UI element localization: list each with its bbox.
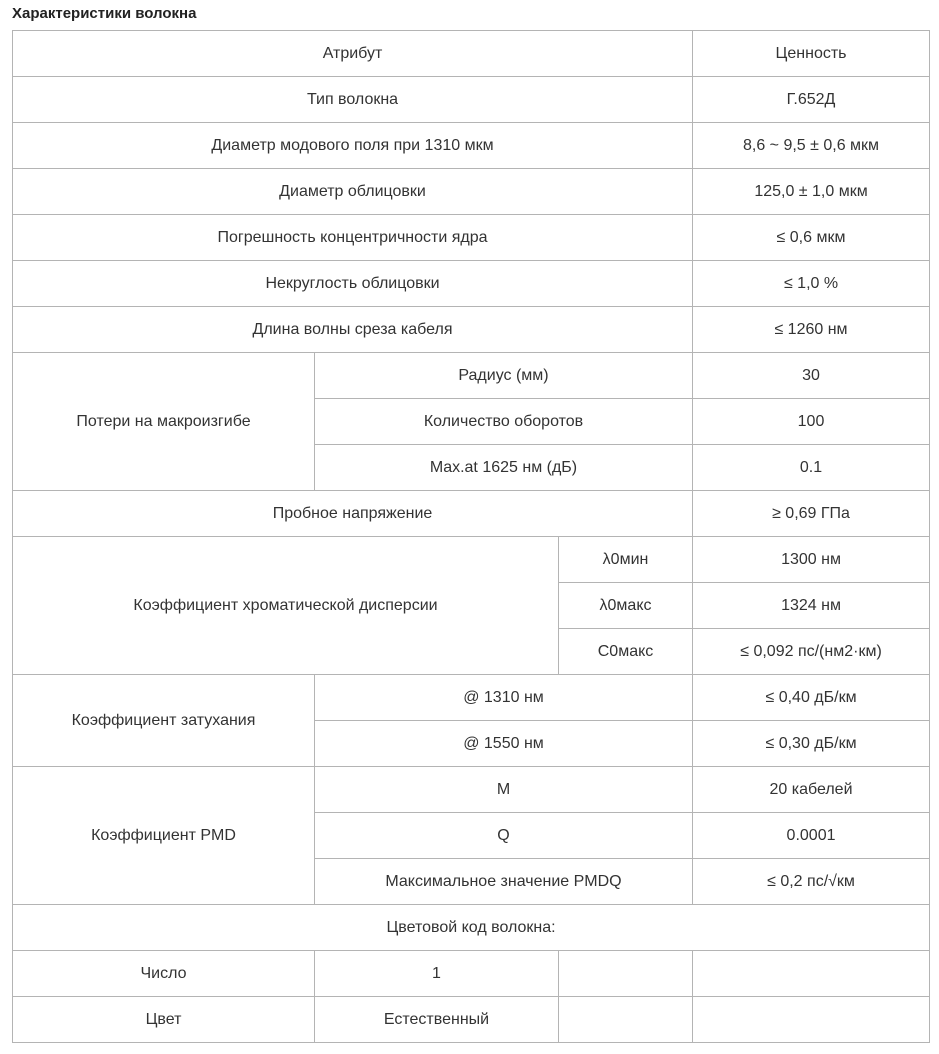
mode-field-label: Диаметр модового поля при 1310 мкм (13, 123, 693, 169)
pmd-label: Коэффициент PMD (13, 767, 315, 905)
table-row (13, 307, 930, 353)
table-row (13, 261, 930, 307)
macrobend-param: Радиус (мм) (315, 353, 693, 399)
cladding-noncircularity-label: Некруглость облицовки (13, 261, 693, 307)
cutoff-wavelength-label: Длина волны среза кабеля (13, 307, 693, 353)
color-number-value: 1 (315, 951, 559, 997)
table-row (13, 537, 930, 583)
table-row (13, 31, 930, 77)
cladding-diameter-label: Диаметр облицовки (13, 169, 693, 215)
macrobend-value: 100 (693, 399, 930, 445)
proof-stress-value: ≥ 0,69 ГПа (693, 491, 930, 537)
macrobend-value: 0.1 (693, 445, 930, 491)
fiber-type-value: Г.652Д (693, 77, 930, 123)
pmd-param: Q (315, 813, 693, 859)
page-title: Характеристики волокна (12, 5, 197, 22)
table-row (13, 77, 930, 123)
table-row (13, 951, 930, 997)
pmd-value: 0.0001 (693, 813, 930, 859)
empty-cell (693, 997, 930, 1043)
macrobend-label: Потери на макроизгибе (13, 353, 315, 491)
attenuation-param: @ 1310 нм (315, 675, 693, 721)
pmd-value: ≤ 0,2 пс/√км (693, 859, 930, 905)
dispersion-value: 1300 нм (693, 537, 930, 583)
dispersion-param: С0макс (559, 629, 693, 675)
macrobend-param: Количество оборотов (315, 399, 693, 445)
header-attribute: Атрибут (13, 31, 693, 77)
dispersion-label: Коэффициент хроматической дисперсии (13, 537, 559, 675)
color-name-value: Естественный (315, 997, 559, 1043)
table-row (13, 767, 930, 813)
empty-cell (559, 951, 693, 997)
pmd-value: 20 кабелей (693, 767, 930, 813)
table-row (13, 675, 930, 721)
color-code-label: Цветовой код волокна: (13, 905, 930, 951)
color-number-label: Число (13, 951, 315, 997)
attenuation-param: @ 1550 нм (315, 721, 693, 767)
pmd-param: М (315, 767, 693, 813)
dispersion-value: 1324 нм (693, 583, 930, 629)
mode-field-value: 8,6 ~ 9,5 ± 0,6 мкм (693, 123, 930, 169)
attenuation-label: Коэффициент затухания (13, 675, 315, 767)
cladding-diameter-value: 125,0 ± 1,0 мкм (693, 169, 930, 215)
dispersion-value: ≤ 0,092 пс/(нм2·км) (693, 629, 930, 675)
proof-stress-label: Пробное напряжение (13, 491, 693, 537)
cladding-noncircularity-value: ≤ 1,0 % (693, 261, 930, 307)
header-value: Ценность (693, 31, 930, 77)
macrobend-value: 30 (693, 353, 930, 399)
table-row (13, 997, 930, 1043)
table-row (13, 215, 930, 261)
fiber-spec-table (12, 30, 930, 1043)
table-row (13, 491, 930, 537)
color-name-label: Цвет (13, 997, 315, 1043)
empty-cell (559, 997, 693, 1043)
attenuation-value: ≤ 0,40 дБ/км (693, 675, 930, 721)
pmd-param: Максимальное значение PMDQ (315, 859, 693, 905)
core-concentricity-label: Погрешность концентричности ядра (13, 215, 693, 261)
cutoff-wavelength-value: ≤ 1260 нм (693, 307, 930, 353)
macrobend-param: Max.at 1625 нм (дБ) (315, 445, 693, 491)
attenuation-value: ≤ 0,30 дБ/км (693, 721, 930, 767)
table-row (13, 353, 930, 399)
dispersion-param: λ0мин (559, 537, 693, 583)
core-concentricity-value: ≤ 0,6 мкм (693, 215, 930, 261)
table-row (13, 169, 930, 215)
fiber-type-label: Тип волокна (13, 77, 693, 123)
empty-cell (693, 951, 930, 997)
table-row (13, 123, 930, 169)
table-row (13, 905, 930, 951)
dispersion-param: λ0макс (559, 583, 693, 629)
